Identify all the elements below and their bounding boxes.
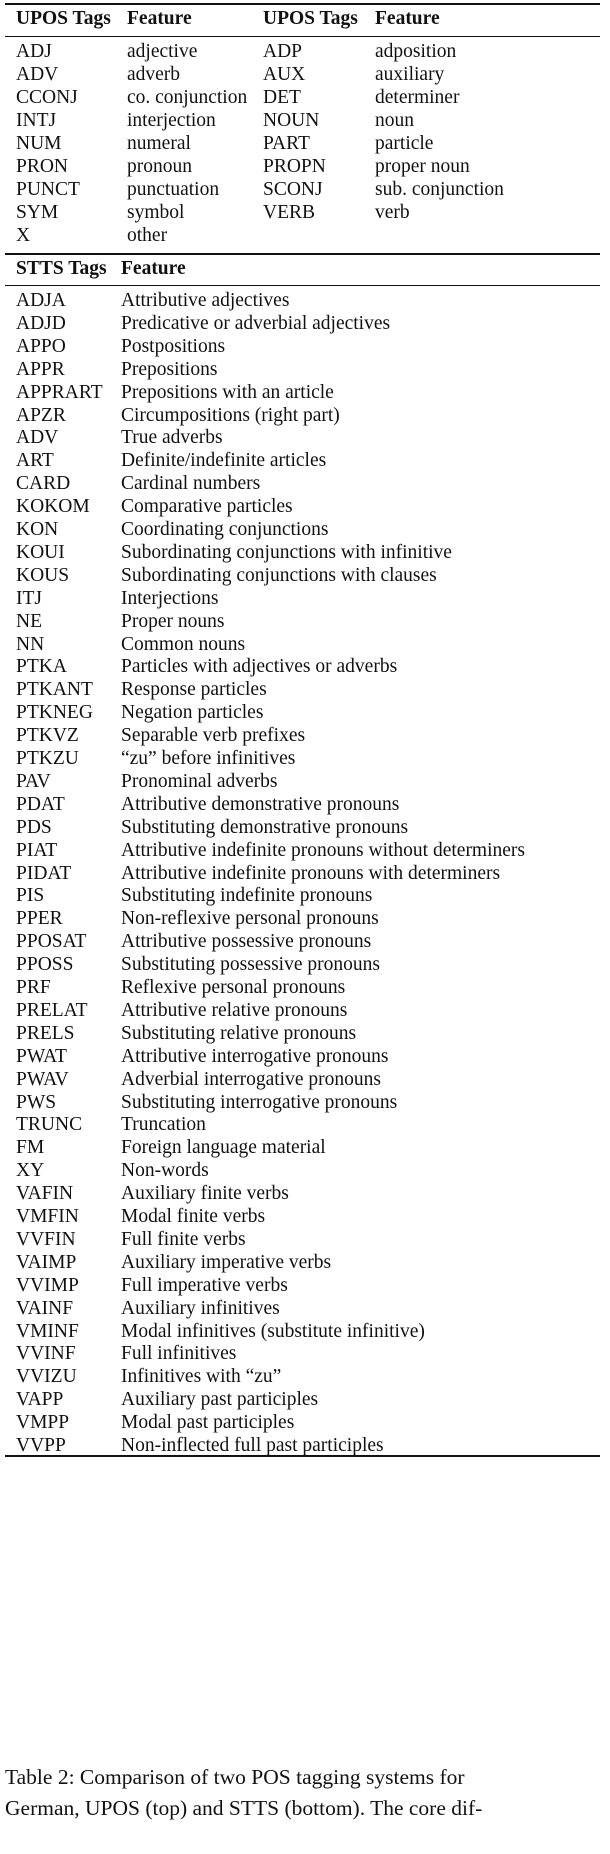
stts-tag-cell: KOUI xyxy=(16,541,65,563)
stts-feature-cell: Interjections xyxy=(121,587,219,609)
upos-tag-cell: VERB xyxy=(263,202,316,223)
upos-feature-cell: adposition xyxy=(375,41,457,62)
stts-feature-cell: Non-inflected full past participles xyxy=(121,1435,384,1456)
stts-tag-cell: VVINF xyxy=(16,1343,76,1365)
upos-tag-cell: X xyxy=(16,225,31,246)
stts-feature-cell: Full imperative verbs xyxy=(121,1274,288,1296)
upos-feature-cell: adjective xyxy=(127,41,198,62)
stts-feature-cell: Pronominal adverbs xyxy=(121,770,278,792)
upos-feature-cell: determiner xyxy=(375,87,460,108)
stts-feature-cell: Circumpositions (right part) xyxy=(121,404,340,426)
stts-feature-cell: Auxiliary past participles xyxy=(121,1389,319,1411)
stts-feature-cell: True adverbs xyxy=(121,427,223,449)
upos-header-feature-1: Feature xyxy=(127,8,192,29)
stts-tag-cell: PTKVZ xyxy=(16,725,79,747)
stts-feature-cell: Cardinal numbers xyxy=(121,473,261,495)
stts-tag-cell: PTKZU xyxy=(16,748,79,769)
stts-feature-cell: Attributive adjectives xyxy=(121,290,290,311)
upos-feature-cell: verb xyxy=(375,202,410,223)
stts-feature-cell: Prepositions xyxy=(121,358,218,380)
stts-feature-cell: Non-words xyxy=(121,1160,209,1182)
stts-tag-cell: PIS xyxy=(16,885,45,907)
stts-tag-cell: VAIMP xyxy=(16,1251,77,1273)
stts-header-row xyxy=(0,255,610,282)
upos-feature-cell: co. conjunction xyxy=(127,87,248,108)
stts-feature-cell: Adverbial interrogative pronouns xyxy=(121,1068,381,1090)
stts-tag-cell: PRF xyxy=(16,977,51,998)
upos-row xyxy=(0,222,610,249)
stts-header-tag: STTS Tags xyxy=(16,258,107,279)
upos-feature-cell: auxiliary xyxy=(375,64,445,85)
stts-tag-cell: PTKANT xyxy=(16,679,93,701)
stts-feature-cell: Postpositions xyxy=(121,335,226,357)
upos-tag-cell: SCONJ xyxy=(263,179,323,200)
stts-header-feature: Feature xyxy=(121,258,186,279)
upos-feature-cell: interjection xyxy=(127,110,216,131)
upos-tag-cell: PUNCT xyxy=(16,179,80,200)
stts-tag-cell: TRUNC xyxy=(16,1114,83,1136)
stts-feature-cell: Substituting possessive pronouns xyxy=(121,954,380,976)
stts-header-rule xyxy=(5,285,600,286)
upos-header-rule xyxy=(5,36,600,37)
stts-tag-cell: APZR xyxy=(16,404,66,426)
stts-tag-cell: VVFIN xyxy=(16,1228,76,1250)
stts-feature-cell: Definite/indefinite articles xyxy=(121,450,327,472)
stts-feature-cell: Modal infinitives (substitute infinitive) xyxy=(121,1320,425,1342)
stts-feature-cell: Infinitives with “zu” xyxy=(121,1366,282,1388)
stts-tag-cell: ADJA xyxy=(16,290,66,311)
upos-feature-cell: proper noun xyxy=(375,156,470,177)
stts-feature-cell: Response particles xyxy=(121,679,267,701)
stts-tag-cell: NN xyxy=(16,633,45,655)
stts-feature-cell: Predicative or adverbial adjectives xyxy=(121,312,391,334)
upos-tag-cell: ADP xyxy=(263,41,303,62)
upos-tag-cell: PART xyxy=(263,133,310,154)
upos-feature-cell: noun xyxy=(375,110,414,131)
stts-feature-cell: Attributive relative pronouns xyxy=(121,999,348,1021)
upos-tag-cell: PROPN xyxy=(263,156,326,177)
stts-tag-cell: ITJ xyxy=(16,587,42,609)
upos-feature-cell: particle xyxy=(375,133,434,154)
stts-row xyxy=(0,1432,610,1459)
stts-feature-cell: Negation particles xyxy=(121,702,264,724)
stts-feature-cell: Common nouns xyxy=(121,633,246,655)
upos-tag-cell: NOUN xyxy=(263,110,320,131)
stts-feature-cell: Substituting demonstrative pronouns xyxy=(121,816,409,838)
stts-tag-cell: VAFIN xyxy=(16,1183,74,1205)
stts-tag-cell: PIDAT xyxy=(16,862,72,884)
stts-tag-cell: PRELS xyxy=(16,1022,75,1044)
upos-feature-cell: punctuation xyxy=(127,179,220,200)
stts-feature-cell: Comparative particles xyxy=(121,496,293,518)
upos-tag-cell: CCONJ xyxy=(16,87,78,108)
stts-tag-cell: PPOSS xyxy=(16,954,74,976)
stts-feature-cell: Subordinating conjunctions with infinitive xyxy=(121,541,452,563)
stts-tag-cell: VVPP xyxy=(16,1435,66,1456)
caption-line-2: German, UPOS (top) and STTS (bottom). The core dif- xyxy=(5,1796,483,1820)
stts-tag-cell: VAPP xyxy=(16,1389,64,1411)
stts-feature-cell: Prepositions with an article xyxy=(121,381,334,403)
stts-tag-cell: PTKNEG xyxy=(16,702,93,724)
upos-tag-cell: PRON xyxy=(16,156,69,177)
stts-feature-cell: Proper nouns xyxy=(121,610,225,632)
stts-feature-cell: Auxiliary imperative verbs xyxy=(121,1251,332,1273)
stts-tag-cell: KOKOM xyxy=(16,496,90,518)
stts-feature-cell: Non-reflexive personal pronouns xyxy=(121,908,379,930)
upos-feature-cell: pronoun xyxy=(127,156,192,177)
stts-tag-cell: XY xyxy=(16,1160,45,1182)
upos-feature-cell: symbol xyxy=(127,202,185,223)
stts-feature-cell: Coordinating conjunctions xyxy=(121,519,329,540)
stts-tag-cell: APPO xyxy=(16,335,66,357)
upos-tag-cell: INTJ xyxy=(16,110,57,131)
upos-feature-cell: numeral xyxy=(127,133,191,154)
upos-feature-cell: sub. conjunction xyxy=(375,179,504,200)
stts-feature-cell: Foreign language material xyxy=(121,1137,326,1159)
upos-header-row xyxy=(0,5,610,32)
stts-tag-cell: VMFIN xyxy=(16,1206,79,1227)
upos-feature-cell: other xyxy=(127,225,168,246)
stts-tag-cell: ADV xyxy=(16,427,59,449)
upos-tag-cell: ADV xyxy=(16,64,59,85)
stts-tag-cell: ADJD xyxy=(16,312,66,334)
stts-feature-cell: Particles with adjectives or adverbs xyxy=(121,656,398,678)
stts-tag-cell: ART xyxy=(16,450,54,472)
stts-tag-cell: PPOSAT xyxy=(16,931,87,953)
stts-feature-cell: Auxiliary finite verbs xyxy=(121,1183,289,1205)
stts-tag-cell: PRELAT xyxy=(16,999,88,1021)
stts-feature-cell: Subordinating conjunctions with clauses xyxy=(121,564,437,586)
stts-feature-cell: Truncation xyxy=(121,1114,206,1136)
stts-tag-cell: PPER xyxy=(16,908,63,930)
upos-tag-cell: ADJ xyxy=(16,41,52,62)
upos-tag-cell: DET xyxy=(263,87,301,108)
stts-tag-cell: PDS xyxy=(16,816,52,838)
stts-tag-cell: PAV xyxy=(16,770,51,792)
stts-tag-cell: VAINF xyxy=(16,1297,74,1319)
stts-feature-cell: Attributive indefinite pronouns with determiners xyxy=(121,862,501,884)
upos-header-feature-2: Feature xyxy=(375,8,440,29)
stts-feature-cell: Substituting indefinite pronouns xyxy=(121,885,373,907)
stts-tag-cell: APPRART xyxy=(16,381,103,403)
stts-feature-cell: Substituting interrogative pronouns xyxy=(121,1091,398,1113)
stts-tag-cell: VMPP xyxy=(16,1412,70,1434)
stts-feature-cell: Modal finite verbs xyxy=(121,1206,266,1227)
stts-tag-cell: PWAT xyxy=(16,1045,67,1067)
stts-tag-cell: VVIMP xyxy=(16,1274,79,1296)
stts-tag-cell: PIAT xyxy=(16,839,58,861)
caption-line-1: Table 2: Comparison of two POS tagging systems for xyxy=(5,1765,465,1789)
stts-tag-cell: PWS xyxy=(16,1091,57,1113)
upos-header-tag-1: UPOS Tags xyxy=(16,8,111,29)
stts-tag-cell: FM xyxy=(16,1137,45,1159)
upos-header-tag-2: UPOS Tags xyxy=(263,8,358,29)
stts-feature-cell: Full infinitives xyxy=(121,1343,237,1365)
stts-feature-cell: Auxiliary infinitives xyxy=(121,1297,280,1319)
stts-feature-cell: “zu” before infinitives xyxy=(121,748,296,769)
stts-feature-cell: Reflexive personal pronouns xyxy=(121,977,346,998)
upos-tag-cell: SYM xyxy=(16,202,59,223)
stts-feature-cell: Substituting relative pronouns xyxy=(121,1022,357,1044)
upos-tag-cell: AUX xyxy=(263,64,306,85)
stts-tag-cell: CARD xyxy=(16,473,71,495)
stts-feature-cell: Separable verb prefixes xyxy=(121,725,306,747)
stts-tag-cell: PDAT xyxy=(16,793,65,815)
stts-tag-cell: VMINF xyxy=(16,1320,79,1342)
stts-feature-cell: Attributive possessive pronouns xyxy=(121,931,372,953)
stts-feature-cell: Full finite verbs xyxy=(121,1228,246,1250)
stts-feature-cell: Attributive interrogative pronouns xyxy=(121,1045,389,1067)
stts-tag-cell: KOUS xyxy=(16,564,70,586)
table-caption xyxy=(5,1762,605,1824)
stts-tag-cell: APPR xyxy=(16,358,65,380)
stts-tag-cell: PWAV xyxy=(16,1068,69,1090)
stts-tag-cell: PTKA xyxy=(16,656,67,678)
stts-feature-cell: Modal past participles xyxy=(121,1412,295,1434)
stts-tag-cell: NE xyxy=(16,610,42,632)
stts-feature-cell: Attributive demonstrative pronouns xyxy=(121,793,400,815)
upos-feature-cell: adverb xyxy=(127,64,181,85)
stts-tag-cell: KON xyxy=(16,519,59,540)
stts-feature-cell: Attributive indefinite pronouns without determiners xyxy=(121,839,526,861)
upos-tag-cell: NUM xyxy=(16,133,62,154)
stts-tag-cell: VVIZU xyxy=(16,1366,77,1388)
